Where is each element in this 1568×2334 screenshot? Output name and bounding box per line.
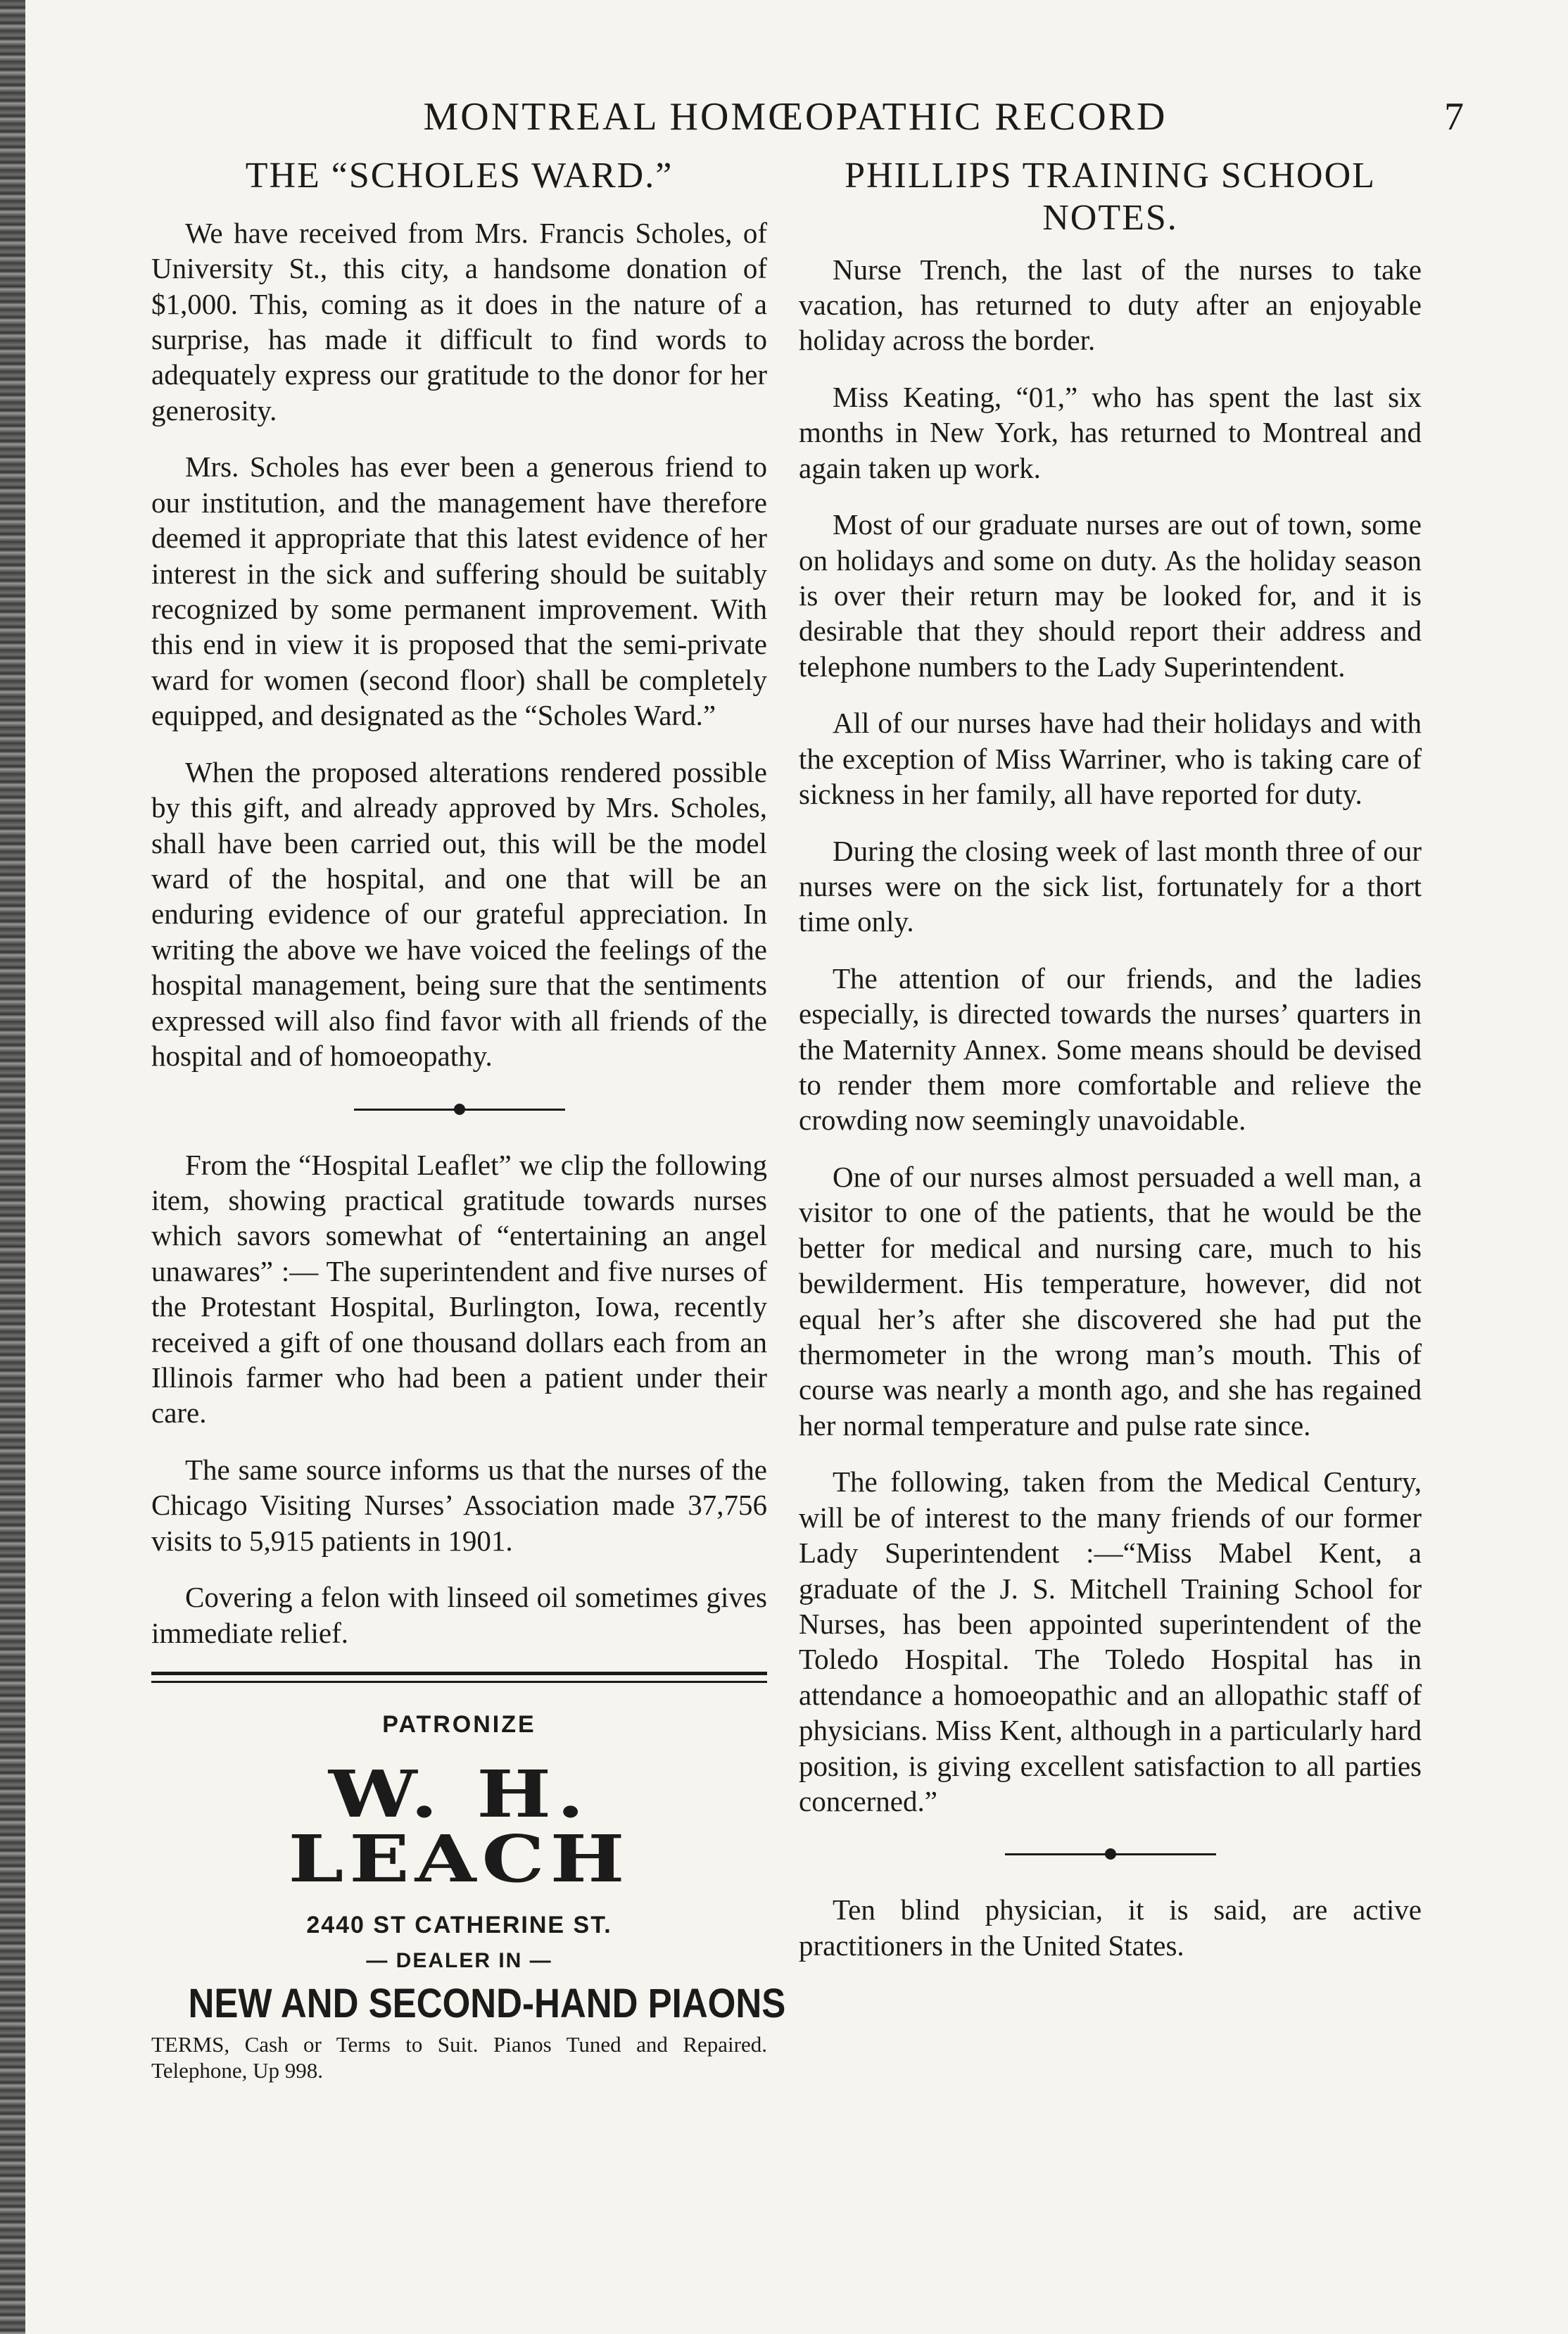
notes-paragraph: Most of our graduate nurses are out of town, some on holidays and some on duty. As the holiday season is over their return may be looked for, and it is desirable that they should report their address and telephone numbers to the Lady Superintendent.: [799, 508, 1422, 683]
left-column: [151, 155, 786, 2083]
notes-paragraph: Nurse Trench, the last of the nurses to take vacation, has returned to duty after an enjoyable holiday across the border.: [799, 253, 1422, 357]
page-header: [127, 90, 1464, 146]
leach-advertisement: [151, 1710, 786, 2083]
notes-paragraph: All of our nurses have had their holidays and with the exception of Miss Warriner, who is taking care of sickness in her family, all have reported for duty.: [799, 707, 1422, 811]
section-divider: [354, 1095, 565, 1123]
ad-patronize: PATRONIZE: [382, 1710, 536, 1738]
scholes-ward-title: THE “SCHOLES WARD.”: [245, 156, 674, 196]
article-paragraph: Covering a felon with linseed oil sometimes gives immediate relief.: [151, 1581, 767, 1649]
page-binding-edge: [0, 0, 25, 2334]
ad-dealer-in: — DEALER IN —: [366, 1948, 552, 1972]
running-title: MONTREAL HOMŒOPATHIC RECORD: [423, 95, 1168, 139]
section-divider: [1005, 1840, 1216, 1868]
article-paragraph: Mrs. Scholes has ever been a generous friend to our institution, and the management have therefore deemed it appropriate that this latest evidence of her interest in the sick and suffering should be suitably recognized by some permanent improvement. With this end in view it is proposed that the semi-private ward for women (second floor) shall be completely equipped, and designated as the “Scholes Ward.”: [151, 450, 767, 732]
advertisement-rule: [151, 1672, 767, 1683]
right-column: [799, 155, 1422, 1984]
article-paragraph: From the “Hospital Leaflet” we clip the following item, showing practical gratitude towards nurses which savors somewhat of “entertaining an angel unawares” :— The superintendent and five nurses of the Protestant Hospital, Burlington, Iowa, recently received a gift of one thousand dollars each from an Illinois farmer who had been a patient under their care.: [151, 1148, 767, 1430]
ad-business-name: W. H. LEACH: [288, 1756, 631, 1898]
phillips-notes-title: PHILLIPS TRAINING SCHOOL NOTES.: [845, 156, 1376, 238]
page-number: 7: [1444, 95, 1464, 139]
notes-paragraph: Miss Keating, “01,” who has spent the last six months in New York, has returned to Montreal and again taken up work.: [799, 380, 1422, 484]
article-paragraph: When the proposed alterations rendered possible by this gift, and already approved by Mrs. Scholes, shall have been carried out, this will be the model ward of the hospital, and one that will be an enduring evidence of our grateful appreciation. In writing the above we have voiced the feelings of the hospital management, being sure that the sentiments expressed will also find favor with all friends of the hospital and of homoeopathy.: [151, 755, 767, 1073]
ad-product: NEW AND SECOND-HAND PIAONS: [188, 1980, 786, 2026]
article-paragraph: We have received from Mrs. Francis Scholes, of University St., this city, a handsome donation of $1,000. This, coming as it does in the nature of a surprise, has made it difficult to find words to adequately express our gratitude to the donor for her generosity.: [151, 216, 767, 427]
closing-paragraph: Ten blind physician, it is said, are active practitioners in the United States.: [799, 1893, 1422, 1962]
ad-address: 2440 ST CATHERINE ST.: [306, 1911, 612, 1938]
notes-paragraph: During the closing week of last month three of our nurses were on the sick list, fortunately for a thort time only.: [799, 834, 1422, 938]
article-paragraph: The same source informs us that the nurses of the Chicago Visiting Nurses’ Association made 37,756 visits to 5,915 patients in 1901.: [151, 1453, 767, 1557]
notes-paragraph: The attention of our friends, and the ladies especially, is directed towards the nurses’ quarters in the Maternity Annex. Some means should be devised to render them more comfortable and relieve the crowding now seemingly unavoidable.: [799, 961, 1422, 1137]
ad-terms: TERMS, Cash or Terms to Suit. Pianos Tuned and Repaired. Telephone, Up 998.: [151, 2031, 767, 2083]
notes-paragraph: The following, taken from the Medical Century, will be of interest to the many friends of our former Lady Superintendent :—“Miss Mabel Kent, a graduate of the J. S. Mitchell Training School for Nurses, has been appointed superintendent of the Toledo Hospital. The Toledo Hospital has in attendance a homoeopathic and an allopathic staff of physicians. Miss Kent, although in a particularly hard position, is giving excellent satisfaction to all parties concerned.”: [799, 1465, 1422, 1818]
notes-paragraph: One of our nurses almost persuaded a well man, a visitor to one of the patients, that he would be the better for medical and nursing care, much to his bewilderment. His temperature, however, did not equal her’s after she discovered she had put the thermometer in the wrong man’s mouth. This of course was nearly a month ago, and she has regained her normal temperature and pulse rate since.: [799, 1160, 1422, 1442]
